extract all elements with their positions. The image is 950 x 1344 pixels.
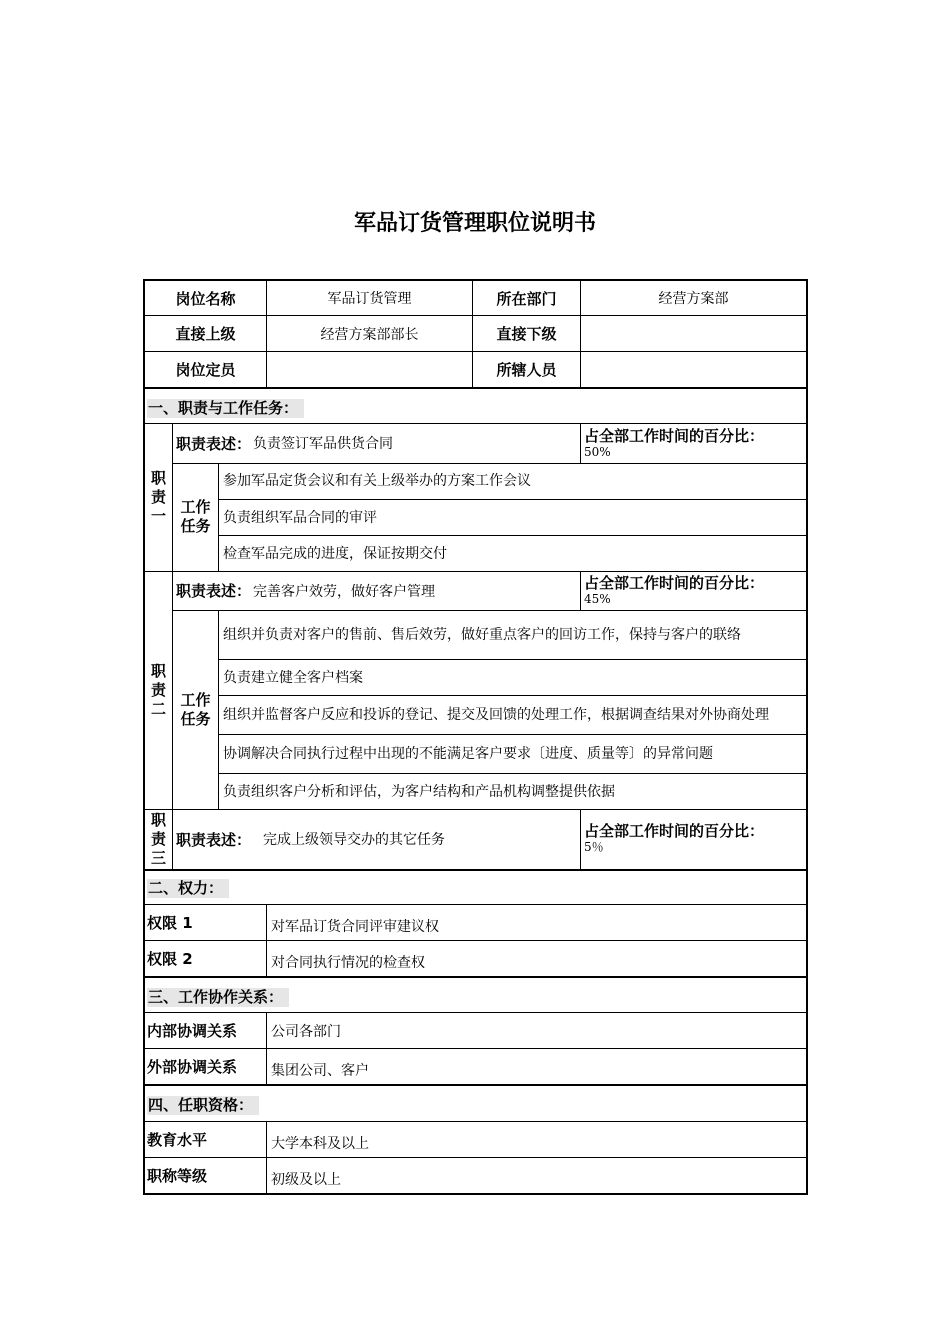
authority-1-label: 权限 1 xyxy=(147,914,193,932)
duty-2-task-1: 组织并负责对客户的售前、售后效劳，做好重点客户的回访工作，保持与客户的联络 xyxy=(223,626,741,643)
duty-3-pct-label: 占全部工作时间的百分比： xyxy=(584,822,765,840)
headcount-value xyxy=(267,352,472,387)
section-title-relations: 三、工作协作关系： xyxy=(147,988,289,1007)
position-name-label: 岗位名称 xyxy=(175,289,236,308)
supervisor-label: 直接上级 xyxy=(175,325,236,343)
subordinate-value xyxy=(581,316,806,351)
duty-1-label-cell xyxy=(145,423,172,571)
duty-1-tasks-label-cell xyxy=(173,463,218,571)
education-value: 大学本科及以上 xyxy=(271,1135,369,1152)
external-relations-value: 集团公司、客户 xyxy=(271,1062,369,1079)
duty-2-task-5: 负责组织客户分析和评估，为客户结构和产品机构调整提供依据 xyxy=(223,783,615,800)
duty-3-statement-label: 职责表述： xyxy=(176,830,252,849)
duty-2-tasks-label-cell xyxy=(173,610,218,809)
external-relations-label: 外部协调关系 xyxy=(147,1058,238,1076)
internal-relations-value: 公司各部门 xyxy=(271,1023,341,1040)
duty-2-task-2: 负责建立健全客户档案 xyxy=(223,669,363,686)
internal-relations-label: 内部协调关系 xyxy=(147,1022,238,1040)
duty-1-task-2: 负责组织军品合同的审评 xyxy=(223,509,377,526)
subordinate-label: 直接下级 xyxy=(496,325,557,343)
department-label: 所在部门 xyxy=(496,289,557,308)
position-description-table xyxy=(143,279,808,1195)
duty-2-task-4: 协调解决合同执行过程中出现的不能满足客户要求〔进度、质量等〕的异常问题 xyxy=(223,745,713,762)
duty-2-pct-value: 45% xyxy=(584,592,611,606)
department-value: 经营方案部 xyxy=(658,291,729,307)
supervisor-value: 经营方案部部长 xyxy=(320,326,419,343)
duty-2-statement xyxy=(176,571,576,610)
duty-2-statement-text: 完善客户效劳，做好客户管理 xyxy=(253,583,436,600)
duty-1-task-3: 检查军品完成的进度，保证按期交付 xyxy=(223,545,447,562)
duty-3-statement xyxy=(176,809,576,869)
duty-2-statement-label: 职责表述： xyxy=(176,582,252,600)
duty-1-pct-value: 50% xyxy=(584,445,611,459)
duty-3-pct-value: 5％ xyxy=(584,840,604,854)
staff-value xyxy=(581,352,806,387)
headcount-label: 岗位定员 xyxy=(175,361,236,379)
duty-2-pct-label: 占全部工作时间的百分比： xyxy=(584,574,765,592)
title-grade-label: 职称等级 xyxy=(147,1167,208,1185)
position-name-value: 军品订货管理 xyxy=(327,291,412,307)
duty-1-statement-text: 负责签订军品供货合同 xyxy=(253,436,394,452)
duty-1-tasks-label: 工作任务 xyxy=(180,498,211,535)
staff-label: 所辖人员 xyxy=(496,361,557,379)
education-label: 教育水平 xyxy=(147,1131,208,1149)
duty-2-percentage xyxy=(584,574,806,610)
duty-1-label: 职责一 xyxy=(150,468,166,525)
page-title: 军品订货管理职位说明书 xyxy=(353,211,596,236)
duty-1-task-1: 参加军品定货会议和有关上级举办的方案工作会议 xyxy=(223,473,531,489)
duty-1-statement xyxy=(176,423,576,463)
authority-1-value: 对军品订货合同评审建议权 xyxy=(271,918,439,935)
authority-2-label: 权限 2 xyxy=(147,950,193,968)
authority-2-value: 对合同执行情况的检查权 xyxy=(271,954,425,971)
duty-2-label-cell xyxy=(145,571,172,809)
duty-2-tasks-label: 工作任务 xyxy=(180,690,211,728)
duty-1-statement-label: 职责表述： xyxy=(176,434,252,453)
section-title-duties: 一、职责与工作任务： xyxy=(147,399,304,418)
duty-3-label: 职责三 xyxy=(150,810,166,867)
duty-1-percentage xyxy=(584,427,806,463)
duty-3-label-cell xyxy=(145,809,172,869)
section-title-qualifications: 四、任职资格： xyxy=(147,1096,259,1115)
duty-2-label: 职责二 xyxy=(150,661,166,718)
section-title-authority: 二、权力： xyxy=(147,879,229,898)
duty-3-percentage xyxy=(584,822,806,862)
duty-1-pct-label: 占全部工作时间的百分比： xyxy=(584,427,765,445)
duty-3-statement-text: 完成上级领导交办的其它任务 xyxy=(263,832,446,848)
duty-2-task-3: 组织并监督客户反应和投诉的登记、提交及回馈的处理工作，根据调查结果对外协商处理 xyxy=(223,706,769,723)
title-grade-value: 初级及以上 xyxy=(271,1171,341,1188)
